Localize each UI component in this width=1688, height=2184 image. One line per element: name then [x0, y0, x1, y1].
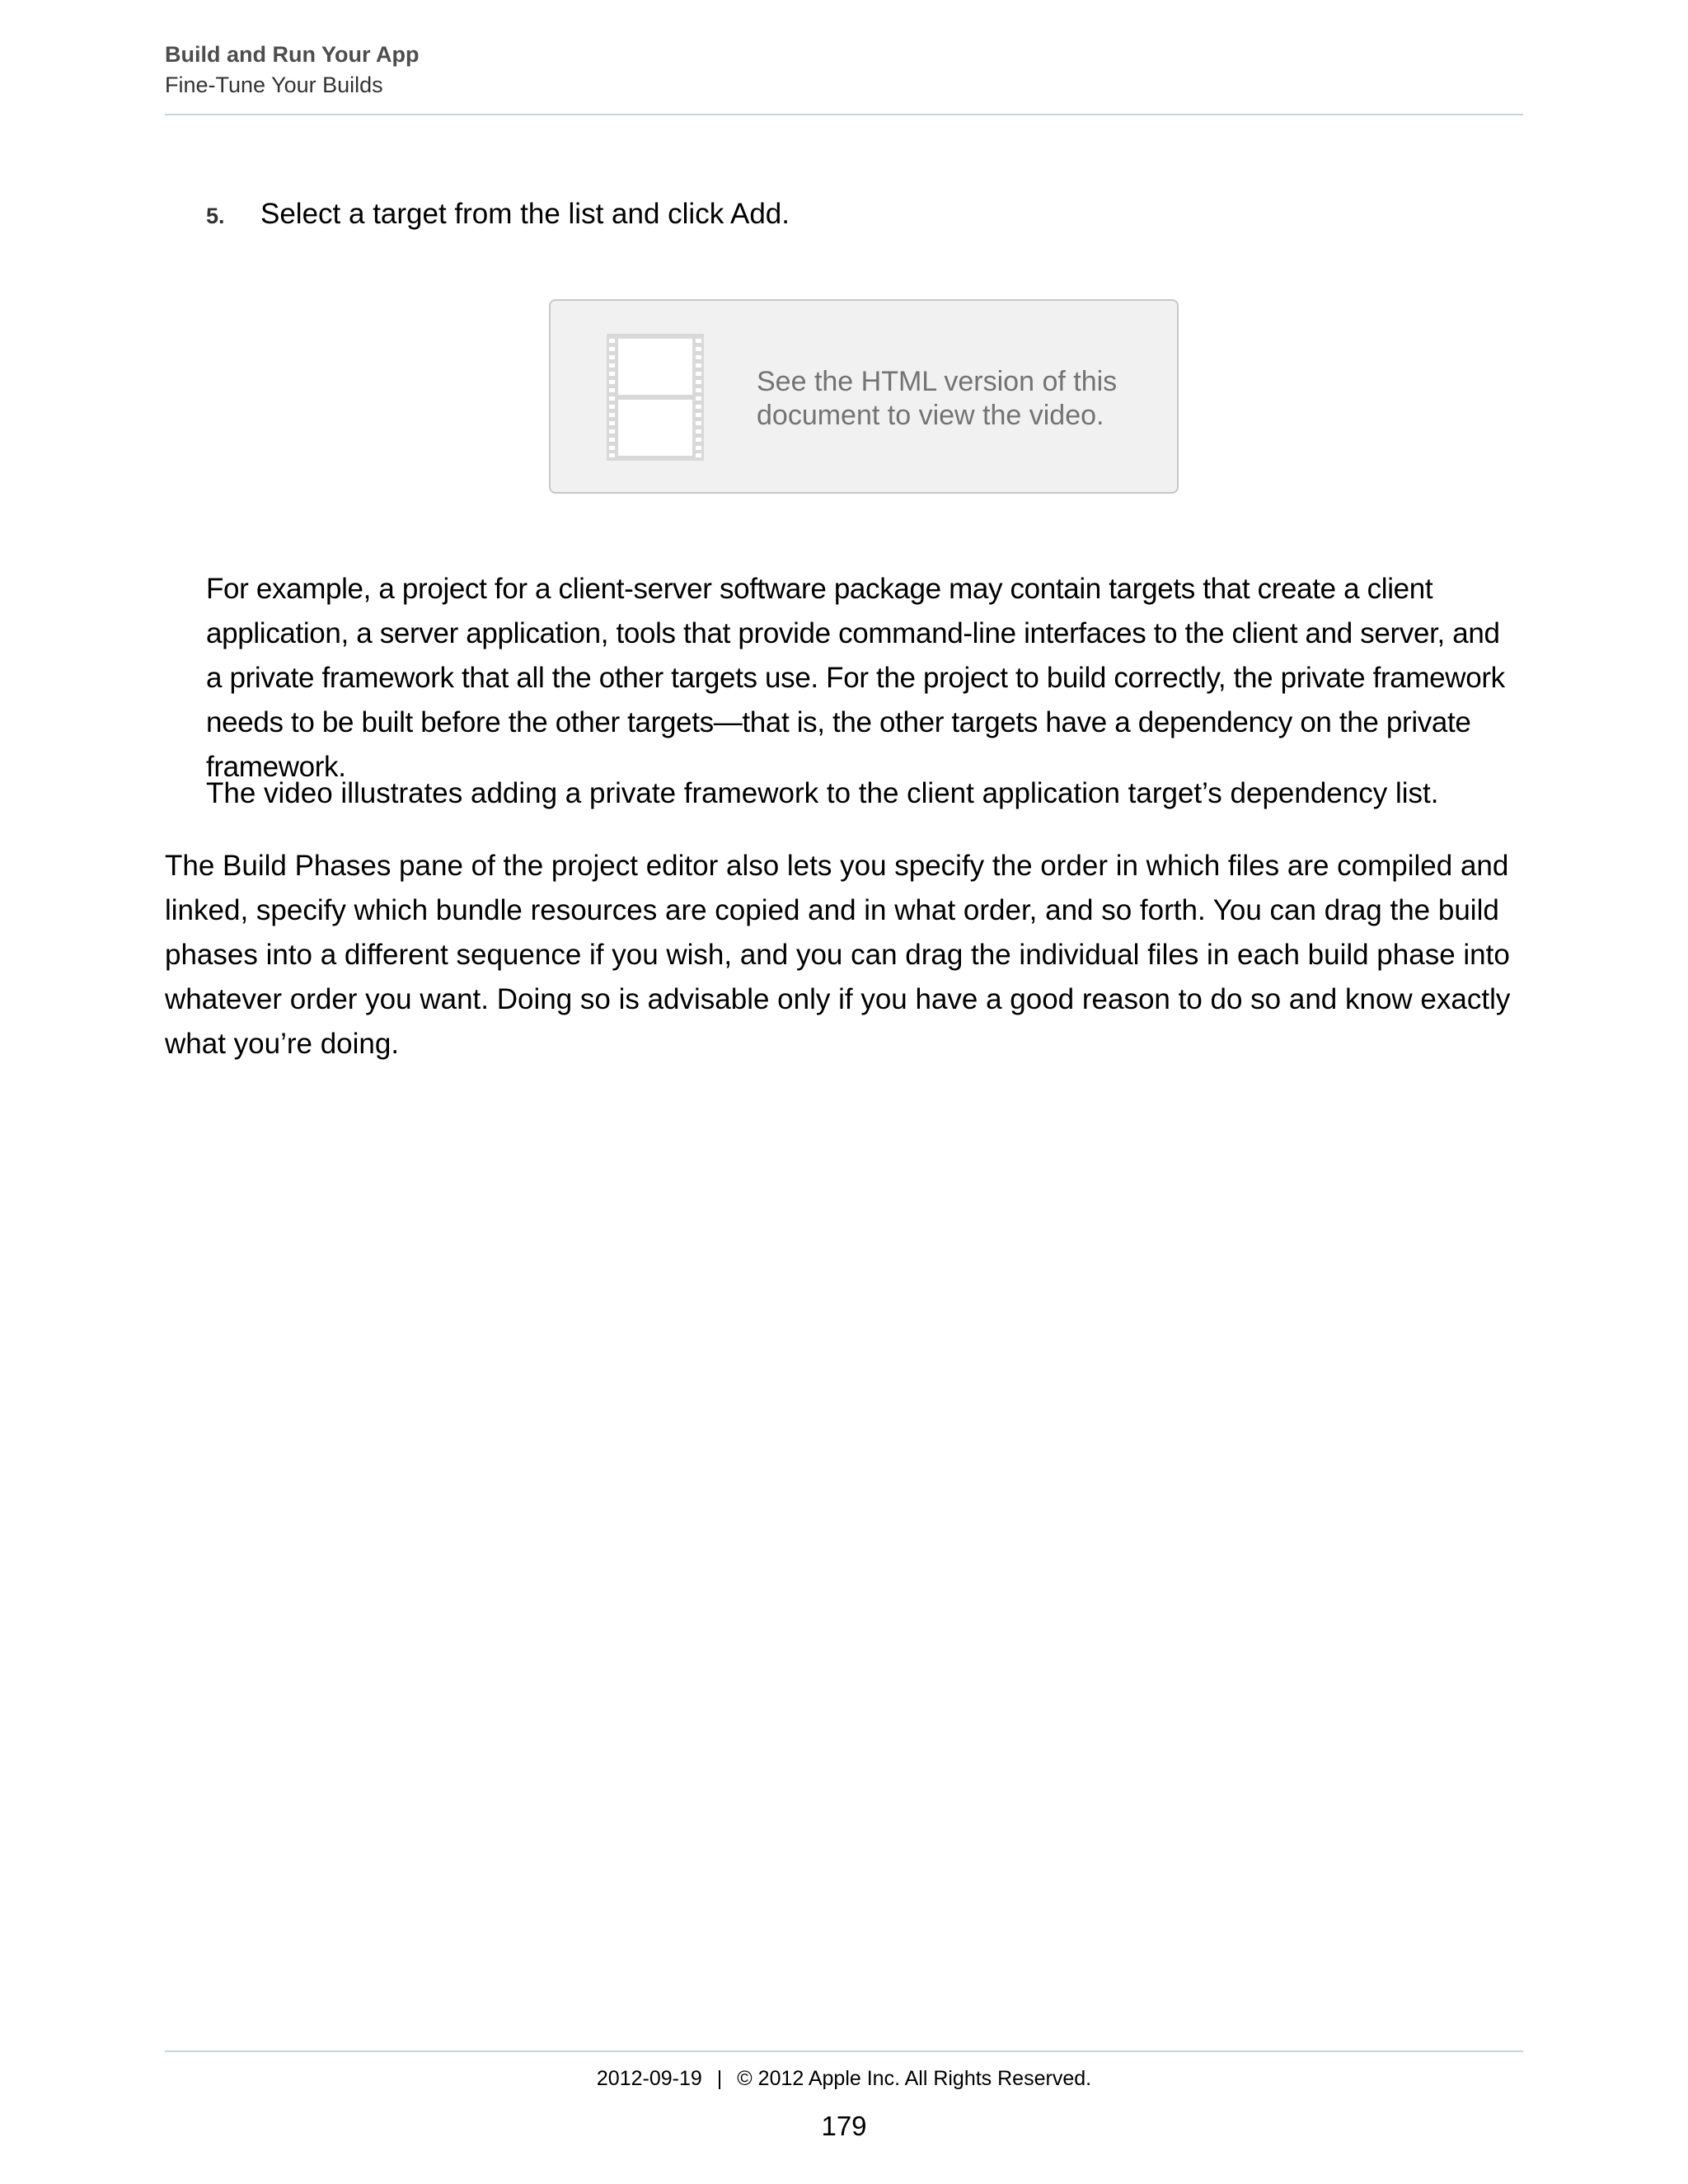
step-number: 5.: [206, 204, 225, 228]
video-placeholder: [549, 299, 1179, 494]
page-number: 179: [821, 2111, 867, 2141]
step-text: Select a target from the list and click Add.: [260, 198, 790, 230]
video-placeholder-message: See the HTML version of this document to view the video.: [757, 366, 1118, 431]
section-title: Fine-Tune Your Builds: [165, 73, 383, 97]
footer-date: 2012-09-19: [596, 2067, 702, 2090]
page-header: [165, 40, 1523, 101]
footer-divider: [165, 2050, 1523, 2052]
header-divider: [165, 114, 1523, 115]
film-strip-icon: [607, 334, 704, 461]
video-caption-paragraph: The video illustrates adding a private framework to the client application target’s dependency list.: [206, 777, 1439, 809]
page-footer: [165, 2064, 1523, 2093]
build-phases-paragraph: The Build Phases pane of the project editor also lets you specify the order in which files are compiled and linked, specify which bundle resources are copied and in what order, and so forth. You can drag the build phases into a different sequence if you wish, and you can drag the individual files in each build phase into whatever order you want. Doing so is advisable only if you have a good reason to do so and know exactly what you’re doing.: [165, 850, 1511, 1060]
chapter-title: Build and Run Your App: [165, 42, 420, 67]
example-paragraph: For example, a project for a client-server software package may contain targets that create a client application, a server application, tools that provide command-line interfaces to the client and server, and a private framework that all the other targets use. For the project to build correctly, the private framework needs to be built before the other targets—that is, the other targets have a dependency on the private framework.: [206, 573, 1505, 783]
step-item: [206, 198, 1523, 231]
footer-separator: |: [716, 2067, 723, 2090]
footer-copyright: © 2012 Apple Inc. All Rights Reserved.: [737, 2067, 1092, 2090]
